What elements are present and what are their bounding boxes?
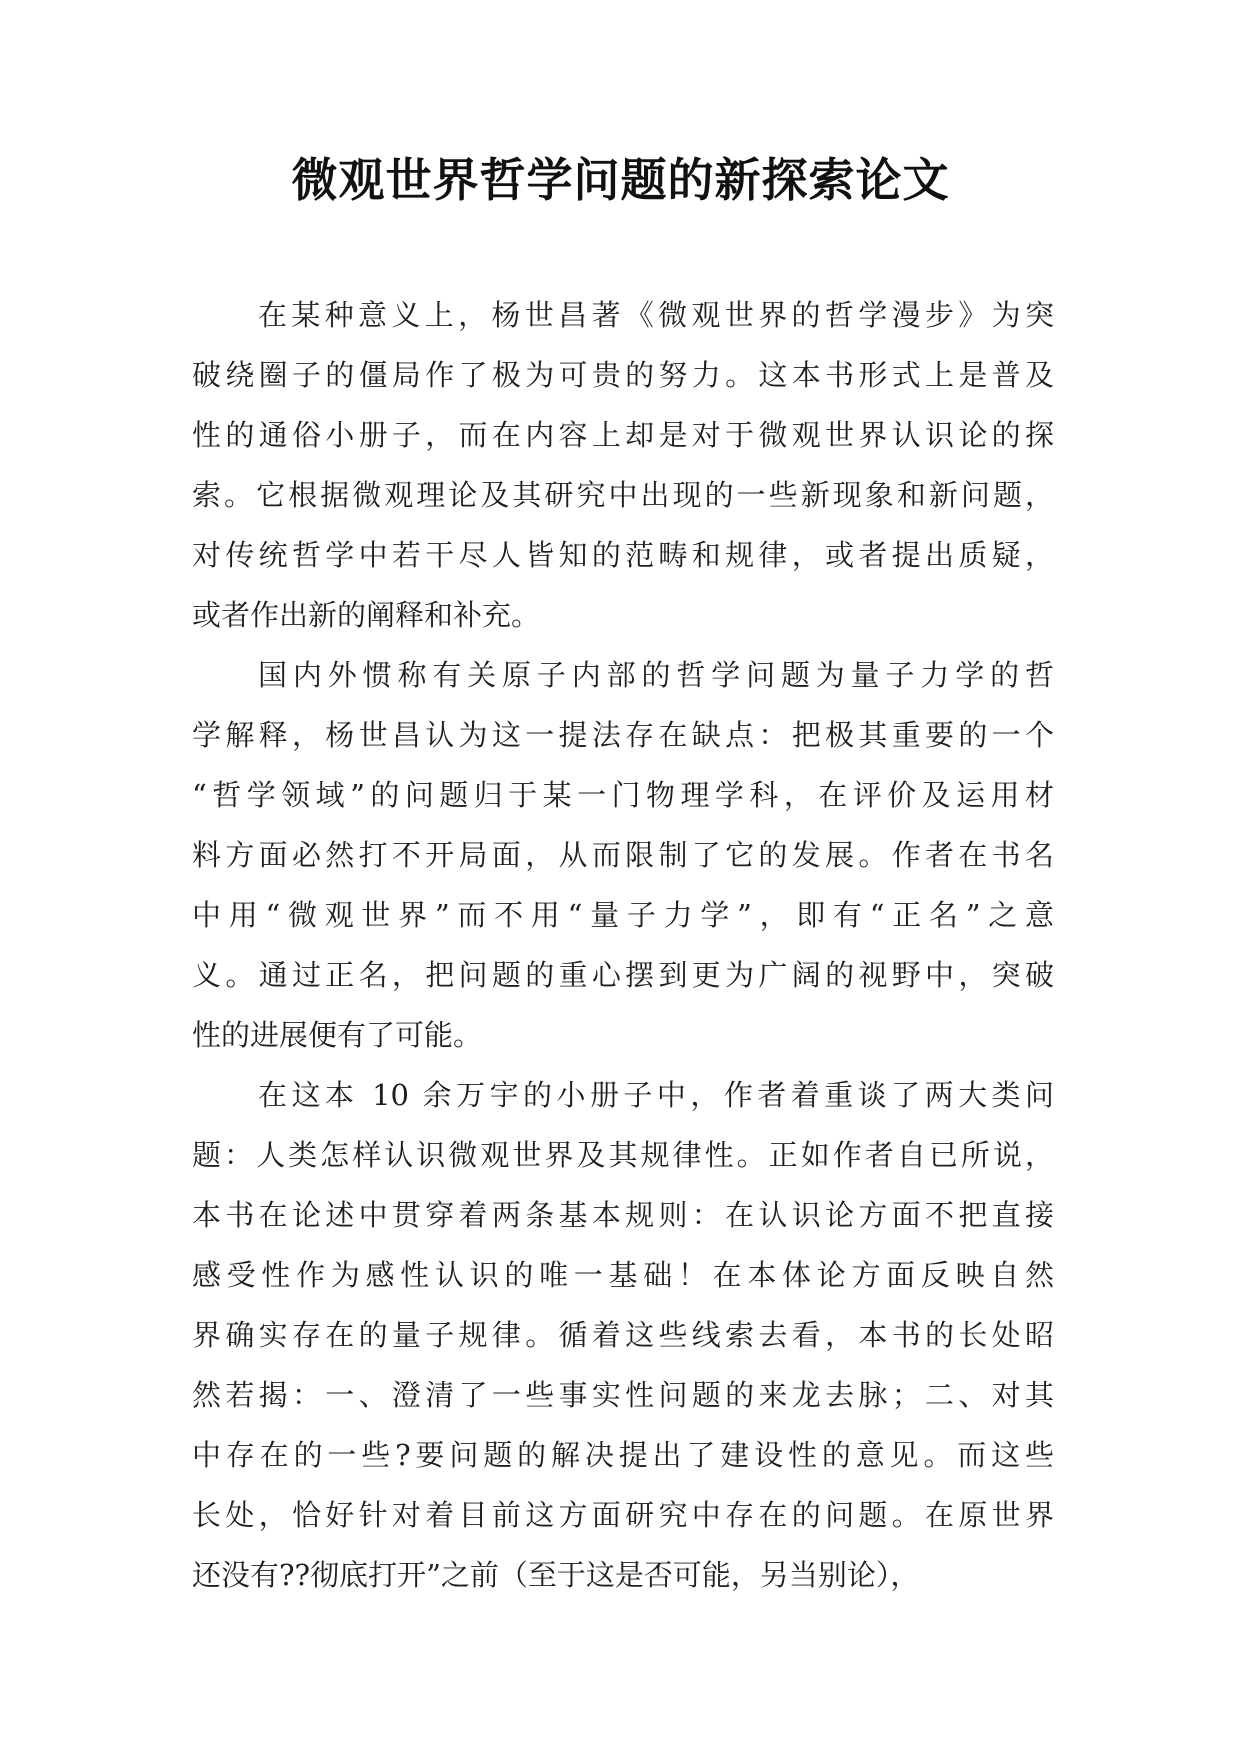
text-line: 义。通过正名，把问题的重心摆到更为广阔的视野中，突破 <box>192 958 1054 992</box>
text-line: 索。它根据微观理论及其研究中出现的一些新现象和新问题， <box>192 478 1054 512</box>
text-line: 中用“微观世界”而不用“量子力学”，即有“正名”之意 <box>192 898 1054 932</box>
text-line: 感受性作为感性认识的唯一基础！在本体论方面反映自然 <box>192 1258 1054 1292</box>
text-line: 对传统哲学中若干尽人皆知的范畴和规律，或者提出质疑， <box>192 538 1054 572</box>
paragraph-2 <box>192 645 1054 1065</box>
text-line: 还没有??彻底打开”之前（至于这是否可能，另当别论）， <box>192 1558 920 1592</box>
text-line: 料方面必然打不开局面，从而限制了它的发展。作者在书名 <box>192 838 1054 872</box>
text-line: 题：人类怎样认识微观世界及其规律性。正如作者自已所说， <box>192 1138 1054 1172</box>
document-title: 微观世界哲学问题的新探索论文 <box>291 153 950 207</box>
text-line: 本书在论述中贯穿着两条基本规则：在认识论方面不把直接 <box>192 1198 1054 1232</box>
text-line: 学解释，杨世昌认为这一提法存在缺点：把极其重要的一个 <box>192 718 1054 752</box>
text-line: 长处，恰好针对着目前这方面研究中存在的问题。在原世界 <box>192 1498 1054 1532</box>
text-line: 或者作出新的阐释和补充。 <box>192 598 541 632</box>
text-line: 界确实存在的量子规律。循着这些线索去看，本书的长处昭 <box>192 1318 1054 1352</box>
text-line: 性的进展便有了可能。 <box>192 1018 483 1052</box>
text-line: 在这本 10 余万宇的小册子中，作者着重谈了两大类问 <box>258 1078 1054 1112</box>
document-body <box>192 285 1054 1605</box>
paragraph-3 <box>192 1065 1054 1605</box>
text-line: 国内外惯称有关原子内部的哲学问题为量子力学的哲 <box>258 658 1054 692</box>
paragraph-1 <box>192 285 1054 645</box>
text-line: 在某种意义上，杨世昌著《微观世界的哲学漫步》为突 <box>258 298 1054 332</box>
text-line: “哲学领域”的问题归于某一门物理学科，在评价及运用材 <box>192 778 1054 812</box>
text-line: 中存在的一些?要问题的解决提出了建设性的意见。而这些 <box>192 1438 1054 1472</box>
text-line: 性的通俗小册子，而在内容上却是对于微观世界认识论的探 <box>192 418 1054 452</box>
text-line: 破绕圈子的僵局作了极为可贵的努力。这本书形式上是普及 <box>192 358 1054 392</box>
text-line: 然若揭：一、澄清了一些事实性问题的来龙去脉；二、对其 <box>192 1378 1054 1412</box>
